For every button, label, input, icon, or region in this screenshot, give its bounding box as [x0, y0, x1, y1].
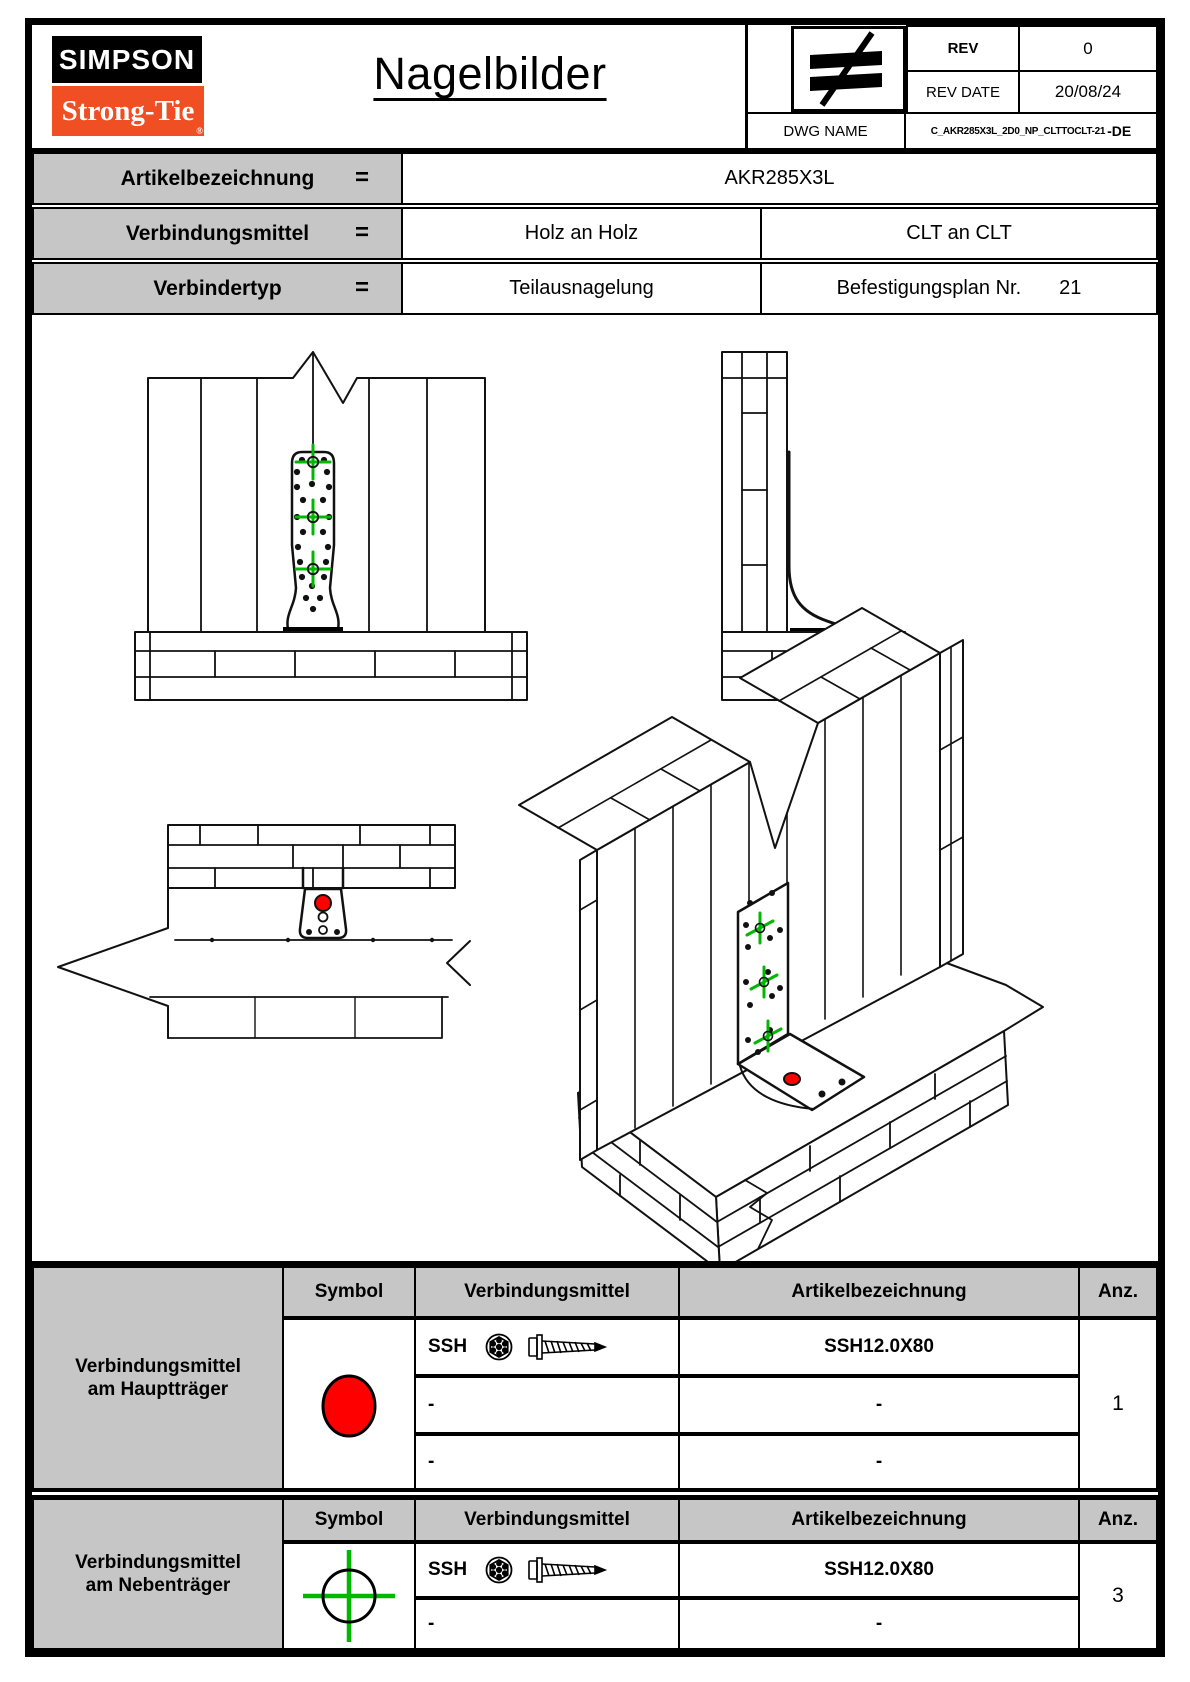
- green-crosshair-symbol: [289, 1546, 409, 1646]
- projection-symbol-box: [791, 26, 906, 112]
- table-a-article-1: SSH12.0X80: [678, 1318, 1080, 1376]
- spec-value-befestigungsplan: [760, 262, 1158, 315]
- table-a-qty: 1: [1078, 1318, 1158, 1490]
- table-a-fastener-3: -: [414, 1434, 680, 1490]
- dwg-name-value: C_AKR285X3L_2D0_NP_CLTTOCLT-21: [930, 125, 1106, 137]
- table-b-article-1: SSH12.0X80: [678, 1542, 1080, 1598]
- table-b-fastener-2: -: [414, 1598, 680, 1650]
- logo-text-strongtie: Strong-Tie: [61, 94, 195, 127]
- logo-text-simpson: SIMPSON: [58, 43, 196, 75]
- simpson-logo-top: [52, 36, 202, 83]
- table-a-symbol-cell: [282, 1318, 416, 1490]
- rev-value-cell: 0: [1018, 25, 1158, 72]
- table-a-header-symbol: Symbol: [282, 1266, 416, 1318]
- projection-symbol-icon: [794, 29, 903, 109]
- simpson-logo-bottom: [52, 86, 204, 136]
- table-a-article-2: -: [678, 1376, 1080, 1434]
- spec-value-article: AKR285X3L: [401, 152, 1158, 205]
- befestigungsplan-number: 21: [1059, 277, 1082, 299]
- table-divider: [32, 1489, 1158, 1498]
- equals-sign: =: [354, 273, 369, 301]
- table-b-row-label: Verbindungsmittel am Nebenträger: [32, 1498, 284, 1650]
- table-b-header-fastener: Verbindungsmittel: [414, 1498, 680, 1542]
- dwg-name-suffix: -DE: [1107, 123, 1132, 139]
- nail-pattern-drawings: [32, 315, 1158, 1263]
- table-b-header-qty: Anz.: [1078, 1498, 1158, 1542]
- rev-date-label-cell: REV DATE: [906, 70, 1020, 114]
- table-b-header-article: Artikelbezeichnung: [678, 1498, 1080, 1542]
- dwg-name-label-cell: DWG NAME: [745, 112, 906, 150]
- befestigungsplan-label: Befestigungsplan Nr.: [836, 277, 1022, 299]
- primary-fastener-symbol-iso: [784, 1073, 800, 1085]
- table-a-header-qty: Anz.: [1078, 1266, 1158, 1318]
- rev-label-cell: REV: [906, 25, 1020, 72]
- table-b-fastener-1: SSH: [414, 1542, 680, 1598]
- table-a-fastener-1: SSH: [414, 1318, 680, 1376]
- equals-sign: =: [354, 163, 369, 191]
- page-title: Nagelbilder: [373, 48, 607, 99]
- washer-and-screw-icon: [477, 1330, 637, 1364]
- spec-value-clt-an-clt: CLT an CLT: [760, 207, 1158, 260]
- plan-view-drawing: [58, 825, 470, 1038]
- table-a-row-label: Verbindungsmittel am Hauptträger: [32, 1266, 284, 1490]
- table-b-header-symbol: Symbol: [282, 1498, 416, 1542]
- washer-and-screw-icon: [477, 1553, 637, 1587]
- rev-date-value-cell: 20/08/24: [1018, 70, 1158, 114]
- spec-value-teilausnagelung: Teilausnagelung: [401, 262, 762, 315]
- isometric-view-drawing: [519, 608, 1043, 1263]
- table-b-article-2: -: [678, 1598, 1080, 1650]
- table-b-qty: 3: [1078, 1542, 1158, 1650]
- table-a-article-3: -: [678, 1434, 1080, 1490]
- front-view-drawing: [135, 352, 527, 700]
- spec-label-artikelbezeichnung: Artikelbezeichnung =: [32, 152, 403, 205]
- table-a-fastener-2: -: [414, 1376, 680, 1434]
- equals-sign: =: [354, 218, 369, 246]
- spec-label-verbindungsmittel: Verbindungsmittel =: [32, 207, 403, 260]
- table-a-header-article: Artikelbezeichnung: [678, 1266, 1080, 1318]
- spec-value-holz-an-holz: Holz an Holz: [401, 207, 762, 260]
- primary-fastener-symbol-plan: [315, 895, 331, 911]
- table-b-symbol-cell: [282, 1542, 416, 1650]
- spec-label-verbindertyp: Verbindertyp =: [32, 262, 403, 315]
- dwg-name-value-cell: [904, 112, 1158, 150]
- table-a-header-fastener: Verbindungsmittel: [414, 1266, 680, 1318]
- red-circle-symbol: [289, 1324, 409, 1484]
- registered-mark: ®: [196, 126, 203, 136]
